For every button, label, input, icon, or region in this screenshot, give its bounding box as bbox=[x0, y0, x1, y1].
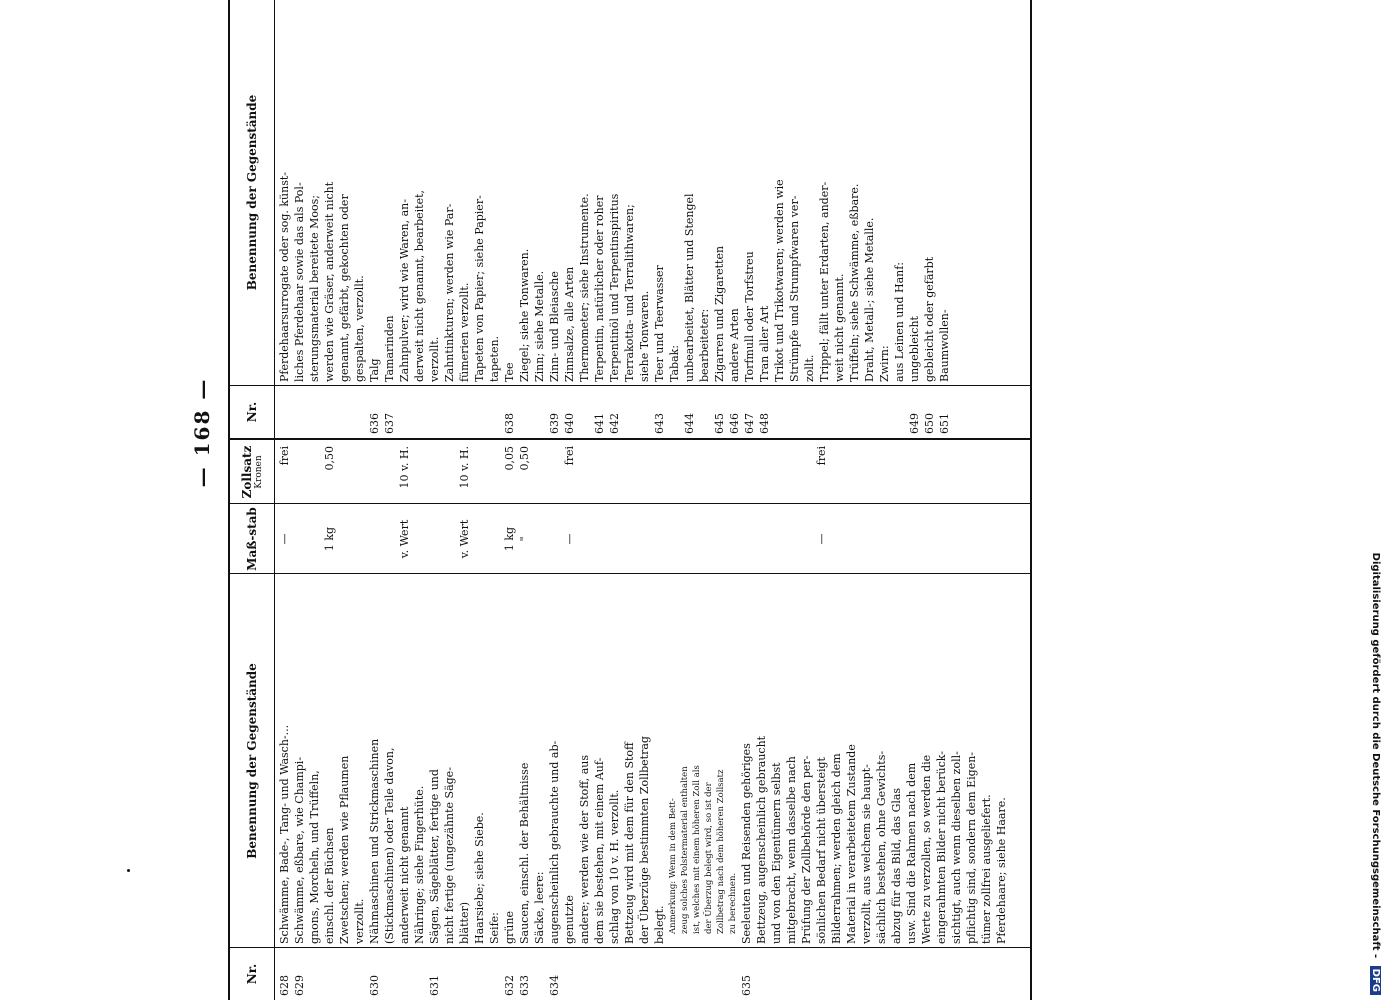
item-note: ist, welches mit einem höheren Zoll als bbox=[692, 765, 702, 934]
item-description: Haarsiebe; siehe Siebe. bbox=[473, 812, 486, 944]
item-unit: — bbox=[278, 533, 291, 545]
item-note: Anmerkung: Wenn in dem Bett- bbox=[668, 798, 678, 934]
table-row bbox=[683, 0, 698, 438]
item-unit: v. Wert bbox=[398, 519, 411, 559]
item-description: Zahntinkturen; werden wie Par- bbox=[443, 203, 456, 382]
item-description: Säcke, leere: bbox=[533, 871, 546, 944]
dfg-logo: DFG bbox=[1370, 966, 1381, 995]
table-row bbox=[755, 440, 770, 1000]
table-right-half bbox=[230, 0, 1030, 438]
item-description: Tabak: bbox=[668, 344, 681, 382]
table-row bbox=[308, 0, 323, 438]
table-row bbox=[278, 440, 293, 1000]
item-description: Prüfung der Zollbehörde den per- bbox=[800, 755, 813, 944]
table-row bbox=[833, 0, 848, 438]
item-description: der Überzüge bestimmten Zollbetrag bbox=[638, 736, 651, 944]
table-row bbox=[398, 0, 413, 438]
table-row bbox=[503, 440, 518, 1000]
table-row bbox=[692, 440, 704, 1000]
table-row bbox=[908, 0, 923, 438]
item-description: mitgebracht, wenn dasselbe nach bbox=[785, 756, 798, 944]
table-row bbox=[488, 0, 503, 438]
item-number: 643 bbox=[653, 413, 666, 434]
item-description: sönlichen Bedarf nicht übersteigt bbox=[815, 757, 828, 944]
table-row bbox=[548, 440, 563, 1000]
item-rate: 10 v. H. bbox=[458, 446, 471, 489]
item-note: der Überzug belegt wird, so ist der bbox=[704, 782, 714, 934]
table-row bbox=[353, 440, 368, 1000]
table-row bbox=[950, 440, 965, 1000]
item-description: Ziegel; siehe Tonwaren. bbox=[518, 248, 531, 382]
table-row bbox=[830, 440, 845, 1000]
item-number: 628 bbox=[278, 975, 291, 996]
item-number: 631 bbox=[428, 975, 441, 996]
table-row bbox=[704, 440, 716, 1000]
table-row bbox=[860, 440, 875, 1000]
table-row bbox=[728, 440, 740, 1000]
item-description: gespalten, verzollt. bbox=[353, 275, 366, 382]
item-description: abzug für das Bild, das Glas bbox=[890, 787, 903, 944]
item-description: tümer zollfrei ausgeliefert. bbox=[980, 794, 993, 944]
table-row bbox=[638, 0, 653, 438]
table-row bbox=[518, 440, 533, 1000]
item-description: Thermometer; siehe Instrumente. bbox=[578, 193, 591, 382]
table-row bbox=[623, 0, 638, 438]
item-number: 636 bbox=[368, 413, 381, 434]
item-description: gnons, Morcheln, und Trüffeln, bbox=[308, 770, 321, 944]
item-description: usw. Sind die Rahmen nach dem bbox=[905, 762, 918, 944]
item-rate: frei bbox=[815, 446, 828, 466]
item-description: andere Arten bbox=[728, 308, 741, 382]
item-description: werden wie Gräser, anderweit nicht bbox=[323, 181, 336, 382]
table-row bbox=[740, 440, 755, 1000]
table-row bbox=[293, 0, 308, 438]
item-note: zu berechnen. bbox=[728, 872, 738, 934]
table-row bbox=[890, 440, 905, 1000]
digitization-credit bbox=[1363, 10, 1381, 995]
table-row bbox=[353, 0, 368, 438]
table-row bbox=[608, 440, 623, 1000]
item-description: Werte zu verzollen, so werden die bbox=[920, 754, 933, 944]
item-unit: 1 kg bbox=[323, 526, 336, 552]
table-row bbox=[920, 440, 935, 1000]
table-row bbox=[878, 0, 893, 438]
item-description: Bettzeug, augenscheinlich gebraucht bbox=[755, 735, 768, 944]
item-description: genutzte bbox=[563, 895, 576, 944]
item-description: sächlich bestehen, ohne Gewichts- bbox=[875, 750, 888, 944]
item-rate: frei bbox=[563, 446, 576, 466]
item-description: Tee bbox=[503, 362, 516, 382]
item-number: 630 bbox=[368, 975, 381, 996]
item-description: Seife: bbox=[488, 912, 501, 944]
header-zollsatz-label: Zollsatz bbox=[240, 445, 254, 499]
item-unit: — bbox=[815, 533, 828, 545]
tariff-table bbox=[228, 0, 1032, 1000]
table-row bbox=[413, 0, 428, 438]
table-row bbox=[788, 0, 803, 438]
item-number: 632 bbox=[503, 975, 516, 996]
item-description: gebleicht oder gefärbt bbox=[923, 256, 936, 382]
item-description: ungebleicht bbox=[908, 316, 921, 382]
table-row bbox=[965, 440, 980, 1000]
table-row bbox=[803, 0, 818, 438]
table-row bbox=[563, 0, 578, 438]
item-description: aus Leinen und Hanf: bbox=[893, 261, 906, 382]
item-description: Zigarren und Zigaretten bbox=[713, 245, 726, 382]
table-row bbox=[758, 0, 773, 438]
table-row bbox=[548, 0, 563, 438]
item-description: (Stickmaschinen) oder Teile davon, bbox=[383, 747, 396, 944]
header-massstab: Maß-stab bbox=[245, 507, 259, 571]
item-description: belegt. bbox=[653, 905, 666, 944]
item-description: Schwämme, Bade-, Tang- und Wasch-... bbox=[278, 724, 291, 944]
table-row bbox=[800, 440, 815, 1000]
item-number: 633 bbox=[518, 975, 531, 996]
table-row bbox=[398, 440, 413, 1000]
item-description: einschl. der Büchsen bbox=[323, 827, 336, 944]
table-row bbox=[980, 440, 995, 1000]
item-description: Sägen, Sägeblätter, fertige und bbox=[428, 769, 441, 944]
item-unit: — bbox=[563, 533, 576, 545]
item-description: augenscheinlich gebrauchte und ab- bbox=[548, 740, 561, 944]
table-row bbox=[818, 0, 833, 438]
item-description: andere; werden wie der Stoff, aus bbox=[578, 754, 591, 944]
table-row bbox=[905, 440, 920, 1000]
item-description: verzollt. bbox=[353, 898, 366, 944]
item-description: weit nicht genannt. bbox=[833, 273, 846, 382]
item-description: Trippel; fällt unter Erdarten, ander- bbox=[818, 181, 831, 382]
item-number: 646 bbox=[728, 413, 741, 434]
table-row bbox=[923, 0, 938, 438]
table-row bbox=[308, 440, 323, 1000]
table-row bbox=[518, 0, 533, 438]
table-row bbox=[608, 0, 623, 438]
item-number: 638 bbox=[503, 413, 516, 434]
item-description: grüne bbox=[503, 911, 516, 944]
table-row bbox=[383, 0, 398, 438]
page-number: — 168 — bbox=[190, 377, 214, 488]
item-description: Terpentin, natürlicher oder roher bbox=[593, 195, 606, 382]
table-row bbox=[680, 440, 692, 1000]
table-row bbox=[653, 0, 668, 438]
item-unit: 1 kg bbox=[503, 526, 516, 552]
table-row bbox=[338, 440, 353, 1000]
item-number: 648 bbox=[758, 413, 771, 434]
item-description: Nähmaschinen und Strickmaschinen bbox=[368, 738, 381, 944]
item-rate: 0,50 bbox=[323, 446, 336, 471]
item-description: unbearbeitet, Blätter und Stengel bbox=[683, 193, 696, 382]
item-description: Baumwollen- bbox=[938, 309, 951, 382]
item-description: Seeleuten und Reisenden gehöriges bbox=[740, 743, 753, 944]
item-description: Saucen, einschl. der Behältnisse bbox=[518, 762, 531, 944]
item-number: 647 bbox=[743, 413, 756, 434]
table-row bbox=[338, 0, 353, 438]
item-description: verzollt, aus welchem sie haupt- bbox=[860, 764, 873, 944]
item-note: Zollbetrag nach dem höheren Zollsatz bbox=[716, 769, 726, 934]
item-rate: 10 v. H. bbox=[398, 446, 411, 489]
item-number: 634 bbox=[548, 975, 561, 996]
print-speck bbox=[127, 869, 130, 872]
table-row bbox=[623, 440, 638, 1000]
item-description: Trüffeln; siehe Schwämme, eßbare. bbox=[848, 183, 861, 382]
item-unit: v. Wert bbox=[458, 519, 471, 559]
table-row bbox=[716, 440, 728, 1000]
item-number: 644 bbox=[683, 413, 696, 434]
item-rate: frei bbox=[278, 446, 291, 466]
table-row bbox=[458, 440, 473, 1000]
item-rate: 0,50 bbox=[518, 446, 531, 471]
table-row bbox=[278, 0, 293, 438]
table-left-half bbox=[230, 438, 1030, 1000]
header-nr: Nr. bbox=[245, 963, 259, 985]
item-description: Tran aller Art bbox=[758, 305, 771, 382]
table-row bbox=[413, 440, 428, 1000]
table-row bbox=[368, 0, 383, 438]
item-description: eingerahmten Bilder nicht berück- bbox=[935, 751, 948, 944]
table-row bbox=[770, 440, 785, 1000]
item-description: sterungsmaterial bereitete Moos; bbox=[308, 194, 321, 382]
table-row bbox=[563, 440, 578, 1000]
table-row bbox=[863, 0, 878, 438]
item-number: 645 bbox=[713, 413, 726, 434]
item-description: dem sie bestehen, mit einem Auf- bbox=[593, 757, 606, 944]
table-rows-right bbox=[278, 0, 953, 438]
item-description: Schwämme, eßbare, wie Champi- bbox=[293, 756, 306, 944]
rotated-page bbox=[190, 94, 1325, 1000]
table-row bbox=[893, 0, 908, 438]
table-row bbox=[428, 440, 443, 1000]
item-description: Talg bbox=[368, 358, 381, 382]
table-row bbox=[473, 0, 488, 438]
table-row bbox=[533, 0, 548, 438]
item-number: 650 bbox=[923, 413, 936, 434]
item-description: Zwetschen; werden wie Pflaumen bbox=[338, 755, 351, 944]
item-description: Trikot und Trikotwaren; werden wie bbox=[773, 179, 786, 382]
table-row bbox=[713, 0, 728, 438]
item-description: Nähringe; siehe Fingerhüte. bbox=[413, 785, 426, 944]
table-row bbox=[845, 440, 860, 1000]
item-description: genannt, gefärbt, gekochten oder bbox=[338, 194, 351, 382]
table-row bbox=[323, 440, 338, 1000]
table-row bbox=[593, 440, 608, 1000]
item-description: Tapeten von Papier; siehe Papier- bbox=[473, 195, 486, 382]
item-description: Terrakotta- und Terralithwaren; bbox=[623, 204, 636, 382]
table-row bbox=[743, 0, 758, 438]
header-benennung: Benennung der Gegenstände bbox=[245, 94, 259, 291]
table-row bbox=[578, 0, 593, 438]
item-number: 642 bbox=[608, 413, 621, 434]
header-benennung: Benennung der Gegenstände bbox=[245, 663, 259, 859]
item-description: siehe Tonwaren. bbox=[638, 290, 651, 382]
item-description: liches Pferdehaar sowie das als Pol- bbox=[293, 182, 306, 382]
table-row bbox=[503, 0, 518, 438]
table-row bbox=[638, 440, 653, 1000]
item-number: 629 bbox=[293, 975, 306, 996]
item-description: Pferdehaare; siehe Haare. bbox=[995, 797, 1008, 944]
table-row bbox=[458, 0, 473, 438]
table-row bbox=[773, 0, 788, 438]
table-row bbox=[428, 0, 443, 438]
item-description: Bilderrahmen; werden gleich dem bbox=[830, 753, 843, 944]
table-row bbox=[368, 440, 383, 1000]
item-description: Material in verarbeitetem Zustande bbox=[845, 744, 858, 944]
table-row bbox=[995, 440, 1010, 1000]
item-note: zeug solches Polstermaterial enthalten bbox=[680, 766, 690, 934]
item-description: Terpentinöl und Terpentinspiritus bbox=[608, 193, 621, 382]
table-row bbox=[473, 440, 488, 1000]
item-description: Zinnsalze, alle Arten bbox=[563, 266, 576, 382]
table-row bbox=[668, 440, 680, 1000]
item-number: 635 bbox=[740, 975, 753, 996]
item-description: Strümpfe und Strumpfwaren ver- bbox=[788, 195, 801, 382]
item-description: blätter) bbox=[458, 901, 471, 944]
table-row bbox=[935, 440, 950, 1000]
item-description: Bettzeug wird mit dem für den Stoff bbox=[623, 742, 636, 944]
table-rows-left bbox=[278, 440, 1010, 1000]
credit-text: Digitalisierung gefördert durch die Deutsche Forschungsgemeinschaft - bbox=[1370, 552, 1381, 959]
item-description: Zinn; siehe Metalle. bbox=[533, 270, 546, 382]
table-row bbox=[293, 440, 308, 1000]
item-number: 640 bbox=[563, 413, 576, 434]
item-description: nicht fertige (ungezähnte Säge- bbox=[443, 767, 456, 944]
item-number: 651 bbox=[938, 413, 951, 434]
item-description: bearbeiteter: bbox=[698, 308, 711, 382]
table-row bbox=[938, 0, 953, 438]
table-row bbox=[443, 440, 458, 1000]
table-row bbox=[383, 440, 398, 1000]
table-row bbox=[875, 440, 890, 1000]
item-description: verzollt. bbox=[428, 336, 441, 382]
table-row bbox=[668, 0, 683, 438]
item-number: 639 bbox=[548, 413, 561, 434]
item-description: fümerien verzollt. bbox=[458, 282, 471, 382]
table-row bbox=[815, 440, 830, 1000]
item-description: sichtigt, auch wenn dieselben zoll- bbox=[950, 751, 963, 944]
item-rate: 0,05 bbox=[503, 446, 516, 471]
table-row bbox=[443, 0, 458, 438]
header-kronen-label: Kronen bbox=[254, 455, 264, 489]
table-row bbox=[323, 0, 338, 438]
item-description: Pferdehaarsurrogate oder sog. künst- bbox=[278, 172, 291, 382]
item-unit: " bbox=[518, 536, 531, 542]
item-number: 649 bbox=[908, 413, 921, 434]
item-description: schlag von 10 v. H. verzollt. bbox=[608, 789, 621, 944]
table-row bbox=[698, 0, 713, 438]
item-description: Tamarinden bbox=[383, 315, 396, 382]
table-row bbox=[653, 440, 668, 1000]
table-row bbox=[785, 440, 800, 1000]
item-number: 641 bbox=[593, 413, 606, 434]
item-description: und von den Eigentümern selbst bbox=[770, 762, 783, 944]
table-row bbox=[848, 0, 863, 438]
table-row bbox=[533, 440, 548, 1000]
header-nr: Nr. bbox=[245, 401, 259, 423]
table-row bbox=[728, 0, 743, 438]
table-row bbox=[593, 0, 608, 438]
item-description: Zahnpulver; wird wie Waren, an- bbox=[398, 199, 411, 382]
item-description: Zwirn: bbox=[878, 345, 891, 382]
item-description: Draht, Metall-; siehe Metalle. bbox=[863, 217, 876, 382]
item-description: Torfmull oder Torfstreu bbox=[743, 251, 756, 382]
item-description: tapeten. bbox=[488, 335, 501, 382]
item-number: 637 bbox=[383, 413, 396, 434]
item-description: derweit nicht genannt, bearbeitet, bbox=[413, 190, 426, 382]
item-description: anderweit nicht genannt bbox=[398, 806, 411, 944]
item-description: Teer und Teerwasser bbox=[653, 265, 666, 382]
item-description: pflichtig sind, sondern dem Eigen- bbox=[965, 751, 978, 944]
item-description: zollt. bbox=[803, 354, 816, 382]
table-row bbox=[578, 440, 593, 1000]
table-row bbox=[488, 440, 503, 1000]
header-zollsatz bbox=[230, 440, 274, 504]
item-description: Zinn- und Bleiasche bbox=[548, 271, 561, 382]
